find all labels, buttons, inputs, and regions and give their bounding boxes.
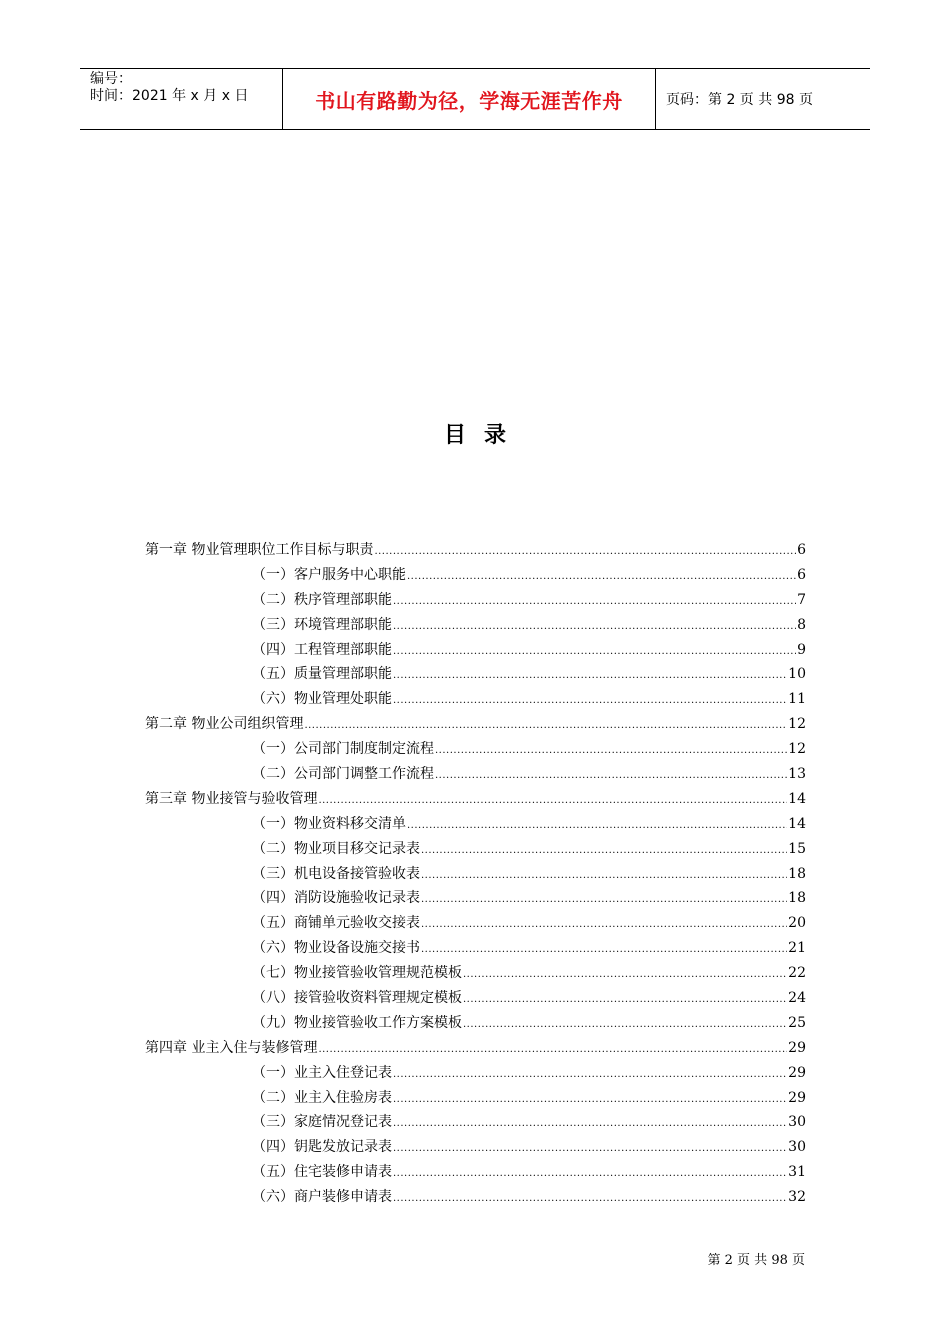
toc-entry-label: （二）业主入住验房表 [252,1089,392,1106]
header-meta [80,69,282,129]
toc-section-entry[interactable] [145,937,806,962]
toc-entry-label: （五）住宅装修申请表 [252,1164,392,1181]
toc-leader-dots [393,695,787,706]
toc-section-entry[interactable] [145,738,806,763]
toc-section-entry[interactable] [145,962,806,987]
toc-leader-dots [393,1069,787,1080]
toc-entry-page: 6 [797,566,806,583]
toc-entry-page: 14 [788,815,806,832]
time-label: 时间：2021 年 x 月 x 日 [90,88,249,104]
toc-entry-page: 12 [788,741,806,758]
toc-entry-page: 13 [788,766,806,783]
toc-entry-page: 24 [788,990,806,1007]
toc-leader-dots [435,770,787,781]
toc-section-entry[interactable] [145,813,806,838]
toc-leader-dots [463,969,787,980]
toc-entry-page: 11 [788,691,806,708]
toc-entry-label: （五）质量管理部职能 [252,666,392,683]
toc-entry-label: （一）业主入住登记表 [252,1064,392,1081]
toc-entry-label: （二）公司部门调整工作流程 [252,766,434,783]
toc-leader-dots [421,944,787,955]
toc-section-entry[interactable] [145,1136,806,1161]
toc-entry-page: 29 [788,1089,806,1106]
toc-section-entry[interactable] [145,1161,806,1186]
toc-entry-label: （三）机电设备接管验收表 [252,865,420,882]
toc-leader-dots [374,546,796,557]
toc-entry-page: 14 [788,790,806,807]
toc-leader-dots [407,820,787,831]
toc-leader-dots [421,919,787,930]
toc-leader-dots [393,1143,787,1154]
toc-entry-label: （四）工程管理部职能 [252,641,392,658]
toc-leader-dots [393,646,796,657]
number-label: 编号： [90,71,132,87]
toc-leader-dots [393,670,787,681]
toc-chapter-entry[interactable] [145,788,806,813]
toc-section-entry[interactable] [145,912,806,937]
toc-leader-dots [393,1193,787,1204]
toc-section-entry[interactable] [145,987,806,1012]
toc-section-entry[interactable] [145,763,806,788]
toc-chapter-entry[interactable] [145,539,806,564]
toc-section-entry[interactable] [145,1087,806,1112]
toc-entry-label: （六）物业管理处职能 [252,691,392,708]
toc-entry-page: 21 [788,940,806,957]
page-footer: 第 2 页 共 98 页 [707,1253,805,1268]
toc-leader-dots [393,1168,787,1179]
toc-entry-label: 第四章 业主入住与装修管理 [145,1039,318,1056]
toc-entry-page: 29 [788,1039,806,1056]
toc-entry-page: 10 [788,666,806,683]
toc-entry-page: 31 [788,1164,806,1181]
page-header [80,68,870,130]
toc-entry-label: （七）物业接管验收管理规范模板 [252,965,462,982]
toc-leader-dots [407,571,796,582]
toc-entry-page: 25 [788,1014,806,1031]
toc-entry-label: 第三章 物业接管与验收管理 [145,790,318,807]
toc-leader-dots [435,745,787,756]
toc-entry-label: （四）钥匙发放记录表 [252,1139,392,1156]
toc-leader-dots [393,621,796,632]
toc-entry-page: 15 [788,840,806,857]
toc-entry-label: （六）物业设备设施交接书 [252,940,420,957]
toc-entry-label: （二）物业项目移交记录表 [252,840,420,857]
toc-section-entry[interactable] [145,688,806,713]
toc-section-entry[interactable] [145,614,806,639]
toc-chapter-entry[interactable] [145,1037,806,1062]
toc-leader-dots [421,894,787,905]
toc-section-entry[interactable] [145,663,806,688]
toc-entry-label: （一）物业资料移交清单 [252,815,406,832]
toc-entry-page: 8 [797,616,806,633]
toc-entry-label: 第二章 物业公司组织管理 [145,716,304,733]
toc-entry-page: 20 [788,915,806,932]
toc-section-entry[interactable] [145,1186,806,1211]
toc-entry-label: （三）环境管理部职能 [252,616,392,633]
toc-entry-page: 12 [788,716,806,733]
toc-entry-label: （六）商户装修申请表 [252,1189,392,1206]
toc-leader-dots [463,994,787,1005]
toc-section-entry[interactable] [145,639,806,664]
toc-title: 目录 [443,423,524,448]
toc-leader-dots [421,845,787,856]
toc-leader-dots [393,1094,787,1105]
table-of-contents [145,539,806,1211]
toc-entry-page: 18 [788,890,806,907]
toc-entry-page: 18 [788,865,806,882]
toc-leader-dots [393,596,796,607]
toc-leader-dots [393,1118,787,1129]
toc-section-entry[interactable] [145,887,806,912]
toc-entry-label: （五）商铺单元验收交接表 [252,915,420,932]
toc-entry-label: （一）公司部门制度制定流程 [252,741,434,758]
toc-section-entry[interactable] [145,838,806,863]
toc-leader-dots [421,870,787,881]
toc-entry-label: 第一章 物业管理职位工作目标与职责 [145,542,374,558]
toc-entry-page: 6 [797,542,806,558]
toc-entry-page: 32 [788,1189,806,1206]
toc-entry-page: 7 [797,591,806,608]
toc-section-entry[interactable] [145,564,806,589]
toc-section-entry[interactable] [145,1012,806,1037]
toc-section-entry[interactable] [145,863,806,888]
header-motto: 书山有路勤为径，学海无涯苦作舟 [282,69,656,129]
toc-leader-dots [463,1019,787,1030]
toc-entry-page: 30 [788,1139,806,1156]
toc-entry-label: （八）接管验收资料管理规定模板 [252,990,462,1007]
header-page-info: 页码：第 2 页 共 98 页 [666,92,813,108]
toc-section-entry[interactable] [145,1111,806,1136]
toc-section-entry[interactable] [145,589,806,614]
toc-entry-label: （四）消防设施验收记录表 [252,890,420,907]
toc-leader-dots [318,795,787,806]
toc-section-entry[interactable] [145,1062,806,1087]
toc-entry-label: （三）家庭情况登记表 [252,1114,392,1131]
toc-entry-page: 29 [788,1064,806,1081]
toc-entry-page: 22 [788,965,806,982]
toc-entry-page: 30 [788,1114,806,1131]
toc-leader-dots [304,720,787,731]
toc-chapter-entry[interactable] [145,713,806,738]
toc-entry-label: （二）秩序管理部职能 [252,591,392,608]
toc-entry-page: 9 [797,641,806,658]
toc-entry-label: （一）客户服务中心职能 [252,566,406,583]
toc-entry-label: （九）物业接管验收工作方案模板 [252,1014,462,1031]
toc-leader-dots [318,1044,787,1055]
